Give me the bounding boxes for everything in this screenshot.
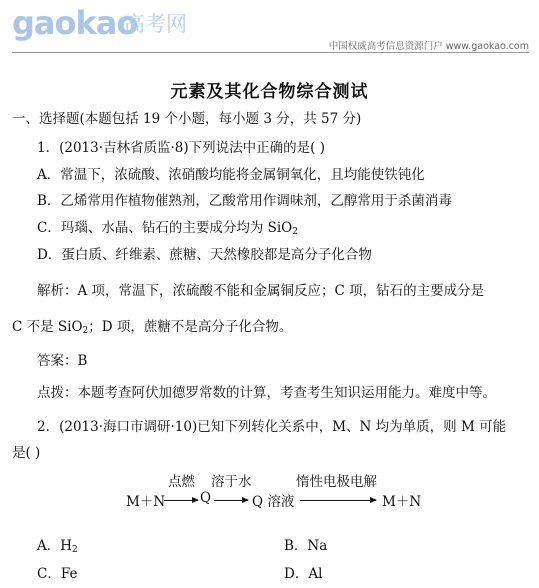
q1-option-c-text: C．玛瑙、水晶、钻石的主要成分均为 SiO	[37, 220, 293, 236]
arrow-1	[164, 500, 198, 501]
gaokao-logo: gaokao	[12, 4, 138, 42]
q1-explanation-subscript: 2	[82, 326, 89, 336]
q2-option-a-subscript: 2	[72, 545, 78, 555]
page-header	[0, 0, 539, 52]
q2-option-d: D．Al	[284, 566, 323, 582]
arrow-3	[300, 500, 376, 501]
header-divider	[12, 52, 529, 53]
conversion-diagram	[120, 470, 440, 510]
q1-option-c	[37, 219, 298, 241]
q1-option-d: D．蛋白质、纤维素、蔗糖、天然橡胶都是高分子化合物	[37, 247, 372, 263]
condition-ignite: 点燃	[168, 474, 195, 490]
q-solution: Q 溶液	[252, 494, 295, 510]
section-heading: 一、选择题(本题包括 19 个小题，每小题 3 分，共 57 分)	[12, 111, 362, 127]
q1-explanation-rest: ；D 项，蔗糖不是高分子化合物。	[88, 319, 293, 335]
reactant-mn: M＋N	[126, 494, 166, 510]
condition-electrolysis: 惰性电极电解	[296, 474, 377, 490]
q1-tip: 点拨：本题考查阿伏加德罗常数的计算，考查考生知识运用能力。难度中等。	[37, 385, 496, 401]
gaokao-logo-cn: 高考网	[124, 12, 187, 36]
page-title: 元素及其化合物综合测试	[170, 82, 369, 102]
q1-explanation-text: C 不是 SiO	[12, 319, 83, 335]
q1-answer: 答案：B	[37, 353, 88, 369]
q2-option-c: C．Fe	[37, 566, 78, 582]
q1-explanation-line2	[12, 318, 292, 340]
product-q: Q	[200, 490, 212, 506]
q1-explanation-line1: 解析：A 项，常温下，浓硫酸不能和金属铜反应；C 项，钻石的主要成分是	[37, 283, 485, 299]
q1-stem: 1．(2013·吉林省质监·8)下列说法中正确的是( )	[37, 140, 325, 156]
q2-stem-line2: 是( )	[12, 445, 41, 461]
header-tagline: 中国权威高考信息资源门户 www.gaokao.com	[328, 41, 529, 52]
arrow-2	[214, 500, 248, 501]
q2-stem-line1: 2．(2013·海口市调研·10)已知下列转化关系中，M、N 均为单质，则 M 可能	[37, 419, 507, 435]
condition-dissolve: 溶于水	[211, 474, 252, 490]
q2-option-a-text: A．H	[37, 538, 73, 554]
q2-option-a	[37, 537, 78, 559]
q2-option-b: B．Na	[284, 538, 328, 554]
product-mn: M＋N	[382, 494, 422, 510]
q1-option-b: B．乙烯常用作植物催熟剂，乙酸常用作调味剂，乙醇常用于杀菌消毒	[37, 193, 452, 209]
q1-option-a: A．常温下，浓硫酸、浓硝酸均能将金属铜氧化，且均能使铁钝化	[37, 167, 425, 183]
q1-option-c-subscript: 2	[292, 227, 298, 237]
